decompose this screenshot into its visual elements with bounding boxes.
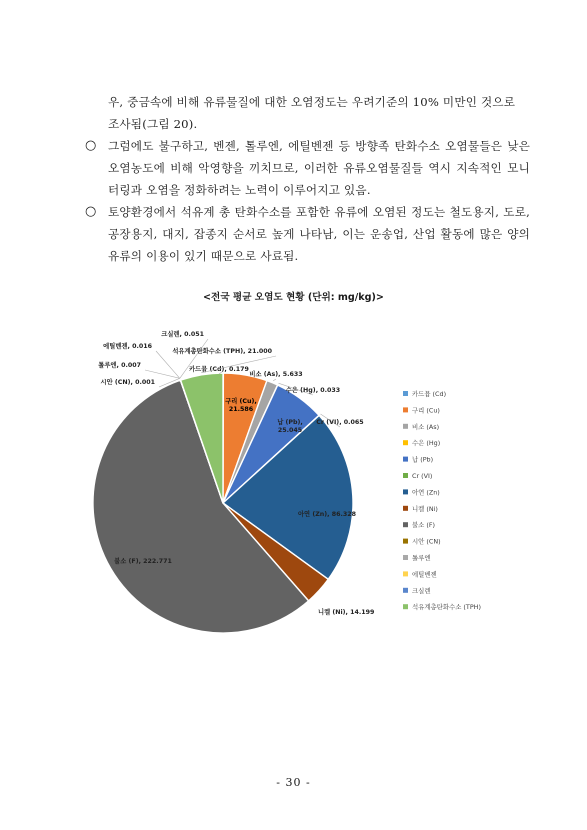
legend-label: 에틸벤젠 <box>412 570 437 579</box>
legend-item <box>403 553 431 562</box>
legend-swatch <box>403 391 408 396</box>
legend-label: Cr (VI) <box>412 472 433 480</box>
legend-item <box>403 537 441 546</box>
leader-line <box>273 379 276 381</box>
legend-swatch <box>403 473 408 478</box>
data-label: 수은 (Hg), 0.033 <box>285 387 341 394</box>
data-label: 구리 (Cu), 21.586 <box>225 398 257 413</box>
pie-slices <box>93 373 353 633</box>
legend-item <box>403 602 481 611</box>
legend-swatch <box>403 571 408 576</box>
legend-swatch <box>403 539 408 544</box>
legend-item <box>403 389 446 398</box>
data-label: 비소 (As), 5.633 <box>249 371 303 378</box>
chart-legend <box>403 389 481 611</box>
bullet-circle-icon: ○ <box>85 204 97 219</box>
legend-item <box>403 520 435 529</box>
legend-label: 카드뮴 (Cd) <box>412 390 447 398</box>
legend-item <box>403 472 432 480</box>
data-label: 납 (Pb), 25.045 <box>277 419 303 434</box>
legend-swatch <box>403 424 408 429</box>
data-label: 석유계총탄화수소 (TPH), 21.000 <box>172 348 272 355</box>
data-label: 카드뮴 (Cd), 0.179 <box>189 366 249 373</box>
legend-swatch <box>403 588 408 593</box>
legend-item <box>403 455 433 464</box>
leader-line <box>156 351 180 378</box>
legend-item <box>403 439 440 447</box>
legend-label: 톨루엔 <box>412 554 431 562</box>
continuation-paragraph: 우, 중금속에 비해 유류물질에 대한 오염정도는 우려기준의 10% 미만인 것으로 조사됨(그림 20). <box>108 95 516 131</box>
data-label: 불소 (F), 222.771 <box>114 558 172 565</box>
legend-label: 아연 (Zn) <box>412 488 440 497</box>
legend-item <box>403 586 431 595</box>
legend-swatch <box>403 407 408 412</box>
data-label: 시안 (CN), 0.001 <box>100 379 155 386</box>
bullet-text: 토양환경에서 석유계 총 탄화수소를 포함한 유류에 오염된 정도는 철도용지, 도로, 공장용지, 대지, 잡종지 순서로 높게 나타남, 이는 운송업, 산업 활동에 많은 양의 유류의 이용이 있기 때문으로 사료됨. <box>108 205 530 263</box>
legend-item <box>403 504 438 513</box>
page-number: - 30 - <box>276 776 311 789</box>
legend-swatch <box>403 440 408 445</box>
legend-label: 비소 (As) <box>412 422 440 431</box>
data-label: 에틸벤젠, 0.016 <box>103 343 152 350</box>
legend-swatch <box>403 489 408 494</box>
bullet-text: 그럼에도 불구하고, 벤젠, 톨루엔, 에틸벤젠 등 방향족 탄화수소 오염물들은 낮은 오염농도에 비해 악영향을 끼치므로, 이러한 유류오염물질들 역시 지속적인 모니터링과 오염을 정화하려는 노력이 이루어지고 있음. <box>108 139 530 197</box>
bullet-circle-icon: ○ <box>85 138 97 153</box>
legend-label: 납 (Pb) <box>412 455 434 464</box>
legend-label: 불소 (F) <box>412 521 436 530</box>
data-label: Cr (VI), 0.065 <box>316 419 364 426</box>
legend-label: 크실렌 <box>412 586 431 595</box>
data-label: 니켈 (Ni), 14.199 <box>318 609 375 616</box>
legend-label: 석유계총탄화수소 (TPH) <box>412 603 481 612</box>
legend-label: 시안 (CN) <box>412 537 441 546</box>
leader-line <box>145 370 180 378</box>
data-label: 아연 (Zn), 86.328 <box>297 511 357 518</box>
legend-label: 수은 (Hg) <box>412 439 441 448</box>
legend-item <box>403 422 439 431</box>
legend-label: 구리 (Cu) <box>412 406 440 415</box>
legend-label: 니켈 (Ni) <box>412 504 438 513</box>
legend-swatch <box>403 522 408 527</box>
legend-swatch <box>403 604 408 609</box>
legend-item <box>403 569 437 578</box>
legend-swatch <box>403 457 408 462</box>
data-label: 톨루엔, 0.007 <box>98 362 141 369</box>
data-label: 크실렌, 0.051 <box>161 331 204 338</box>
legend-item <box>403 405 440 414</box>
legend-item <box>403 487 440 496</box>
legend-swatch <box>403 506 408 511</box>
chart-title: <전국 평균 오염도 현황 (단위: mg/kg)> <box>203 292 384 303</box>
legend-swatch <box>403 555 408 560</box>
